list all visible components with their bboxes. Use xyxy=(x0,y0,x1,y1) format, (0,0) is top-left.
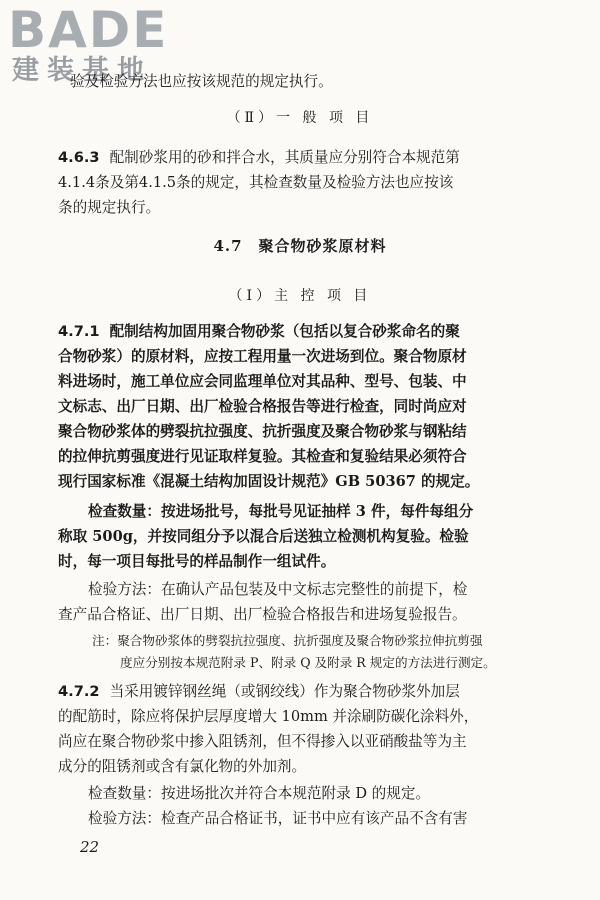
note-line-1: 注：聚合物砂浆体的劈裂抗拉强度、抗折强度及聚合物砂浆拉伸抗剪强 xyxy=(92,633,483,648)
clause-4-7-2-line-4: 成分的阻锈剂或含有氯化物的外加剂。 xyxy=(58,758,307,775)
clause-4-7-2-line-1: 4.7.2 当采用镀锌钢丝绳（或钢绞线）作为聚合物砂浆外加层 xyxy=(58,683,460,700)
clause-4-6-3-line-3: 条的规定执行。 xyxy=(58,199,161,216)
clause-number: 4.6.3 xyxy=(58,149,100,166)
check-quantity-line-3: 时，每一项目每批号的样品制作一组试件。 xyxy=(58,553,336,570)
clause-4-7-1-line-5: 聚合物砂浆体的劈裂抗拉强度、抗折强度及聚合物砂浆与钢粘结 xyxy=(58,423,467,440)
heading-main-items: （Ⅰ）主 控 项 目 xyxy=(228,288,372,304)
clause-4-6-3-line-1: 4.6.3 配制砂浆用的砂和拌合水，其质量应分别符合本规范第 xyxy=(58,149,460,166)
note-line-2: 度应分别按本规范附录 P、附录 Q 及附录 R 规定的方法进行测定。 xyxy=(120,655,496,670)
check-quantity-line-2: 称取 500g，并按同组分予以混合后送独立检测机构复验。检验 xyxy=(58,528,469,545)
clause-4-6-3-line-2: 4.1.4条及第4.1.5条的规定，其检查数量及检验方法也应按该 xyxy=(58,174,454,191)
check-quantity-line-1: 检查数量：按进场批号，每批号见证抽样 3 件，每件每组分 xyxy=(88,503,474,520)
clause-4-7-1-line-3: 料进场时，施工单位应会同监理单位对其品种、型号、包装、中 xyxy=(58,373,467,390)
logo-wordmark: BADE xyxy=(8,1,169,59)
clause-4-7-1-line-4: 文标志、出厂日期、出厂检验合格报告等进行检查，同时尚应对 xyxy=(58,398,467,415)
clause-4-7-1-line-1: 4.7.1 配制结构加固用聚合物砂浆（包括以复合砂浆命名的聚 xyxy=(58,323,460,340)
page-number: 22 xyxy=(80,838,100,856)
clause-number: 4.7.2 xyxy=(58,683,100,700)
check-quantity-4-7-2: 检查数量：按进场批次并符合本规范附录 D 的规定。 xyxy=(88,785,431,802)
clause-4-7-1-line-6: 的拉伸抗剪强度进行见证取样复验。其检查和复验结果必须符合 xyxy=(58,448,467,465)
clause-4-7-1-line-2: 合物砂浆）的原材料，应按工程用量一次进场到位。聚合物原材 xyxy=(58,348,467,365)
carryover-line: 验及检验方法也应按该规范的规定执行。 xyxy=(70,73,333,90)
clause-4-7-2-line-2: 的配筋时，除应将保护层厚度增大 10mm 并涂刷防碳化涂料外， xyxy=(58,708,479,725)
check-method-line-1: 检验方法：在确认产品包装及中文标志完整性的前提下，检 xyxy=(88,581,468,598)
check-method-line-2: 查产品合格证、出厂日期、出厂检验合格报告和进场复验报告。 xyxy=(58,606,467,623)
clause-4-7-1-line-7: 现行国家标准《混凝土结构加固设计规范》GB 50367 的规定。 xyxy=(58,473,480,490)
clause-number: 4.7.1 xyxy=(58,323,100,340)
heading-general-items: （Ⅱ）一 般 项 目 xyxy=(226,110,374,126)
check-method-4-7-2: 检验方法：检查产品合格证书，证书中应有该产品不含有害 xyxy=(88,810,468,827)
clause-4-7-2-line-3: 尚应在聚合物砂浆中掺入阻锈剂，但不得掺入以亚硝酸盐等为主 xyxy=(58,733,467,750)
section-title-4-7: 4.7 聚合物砂浆原材料 xyxy=(213,237,387,255)
logo-subtitle: 建装基地 xyxy=(12,55,152,86)
